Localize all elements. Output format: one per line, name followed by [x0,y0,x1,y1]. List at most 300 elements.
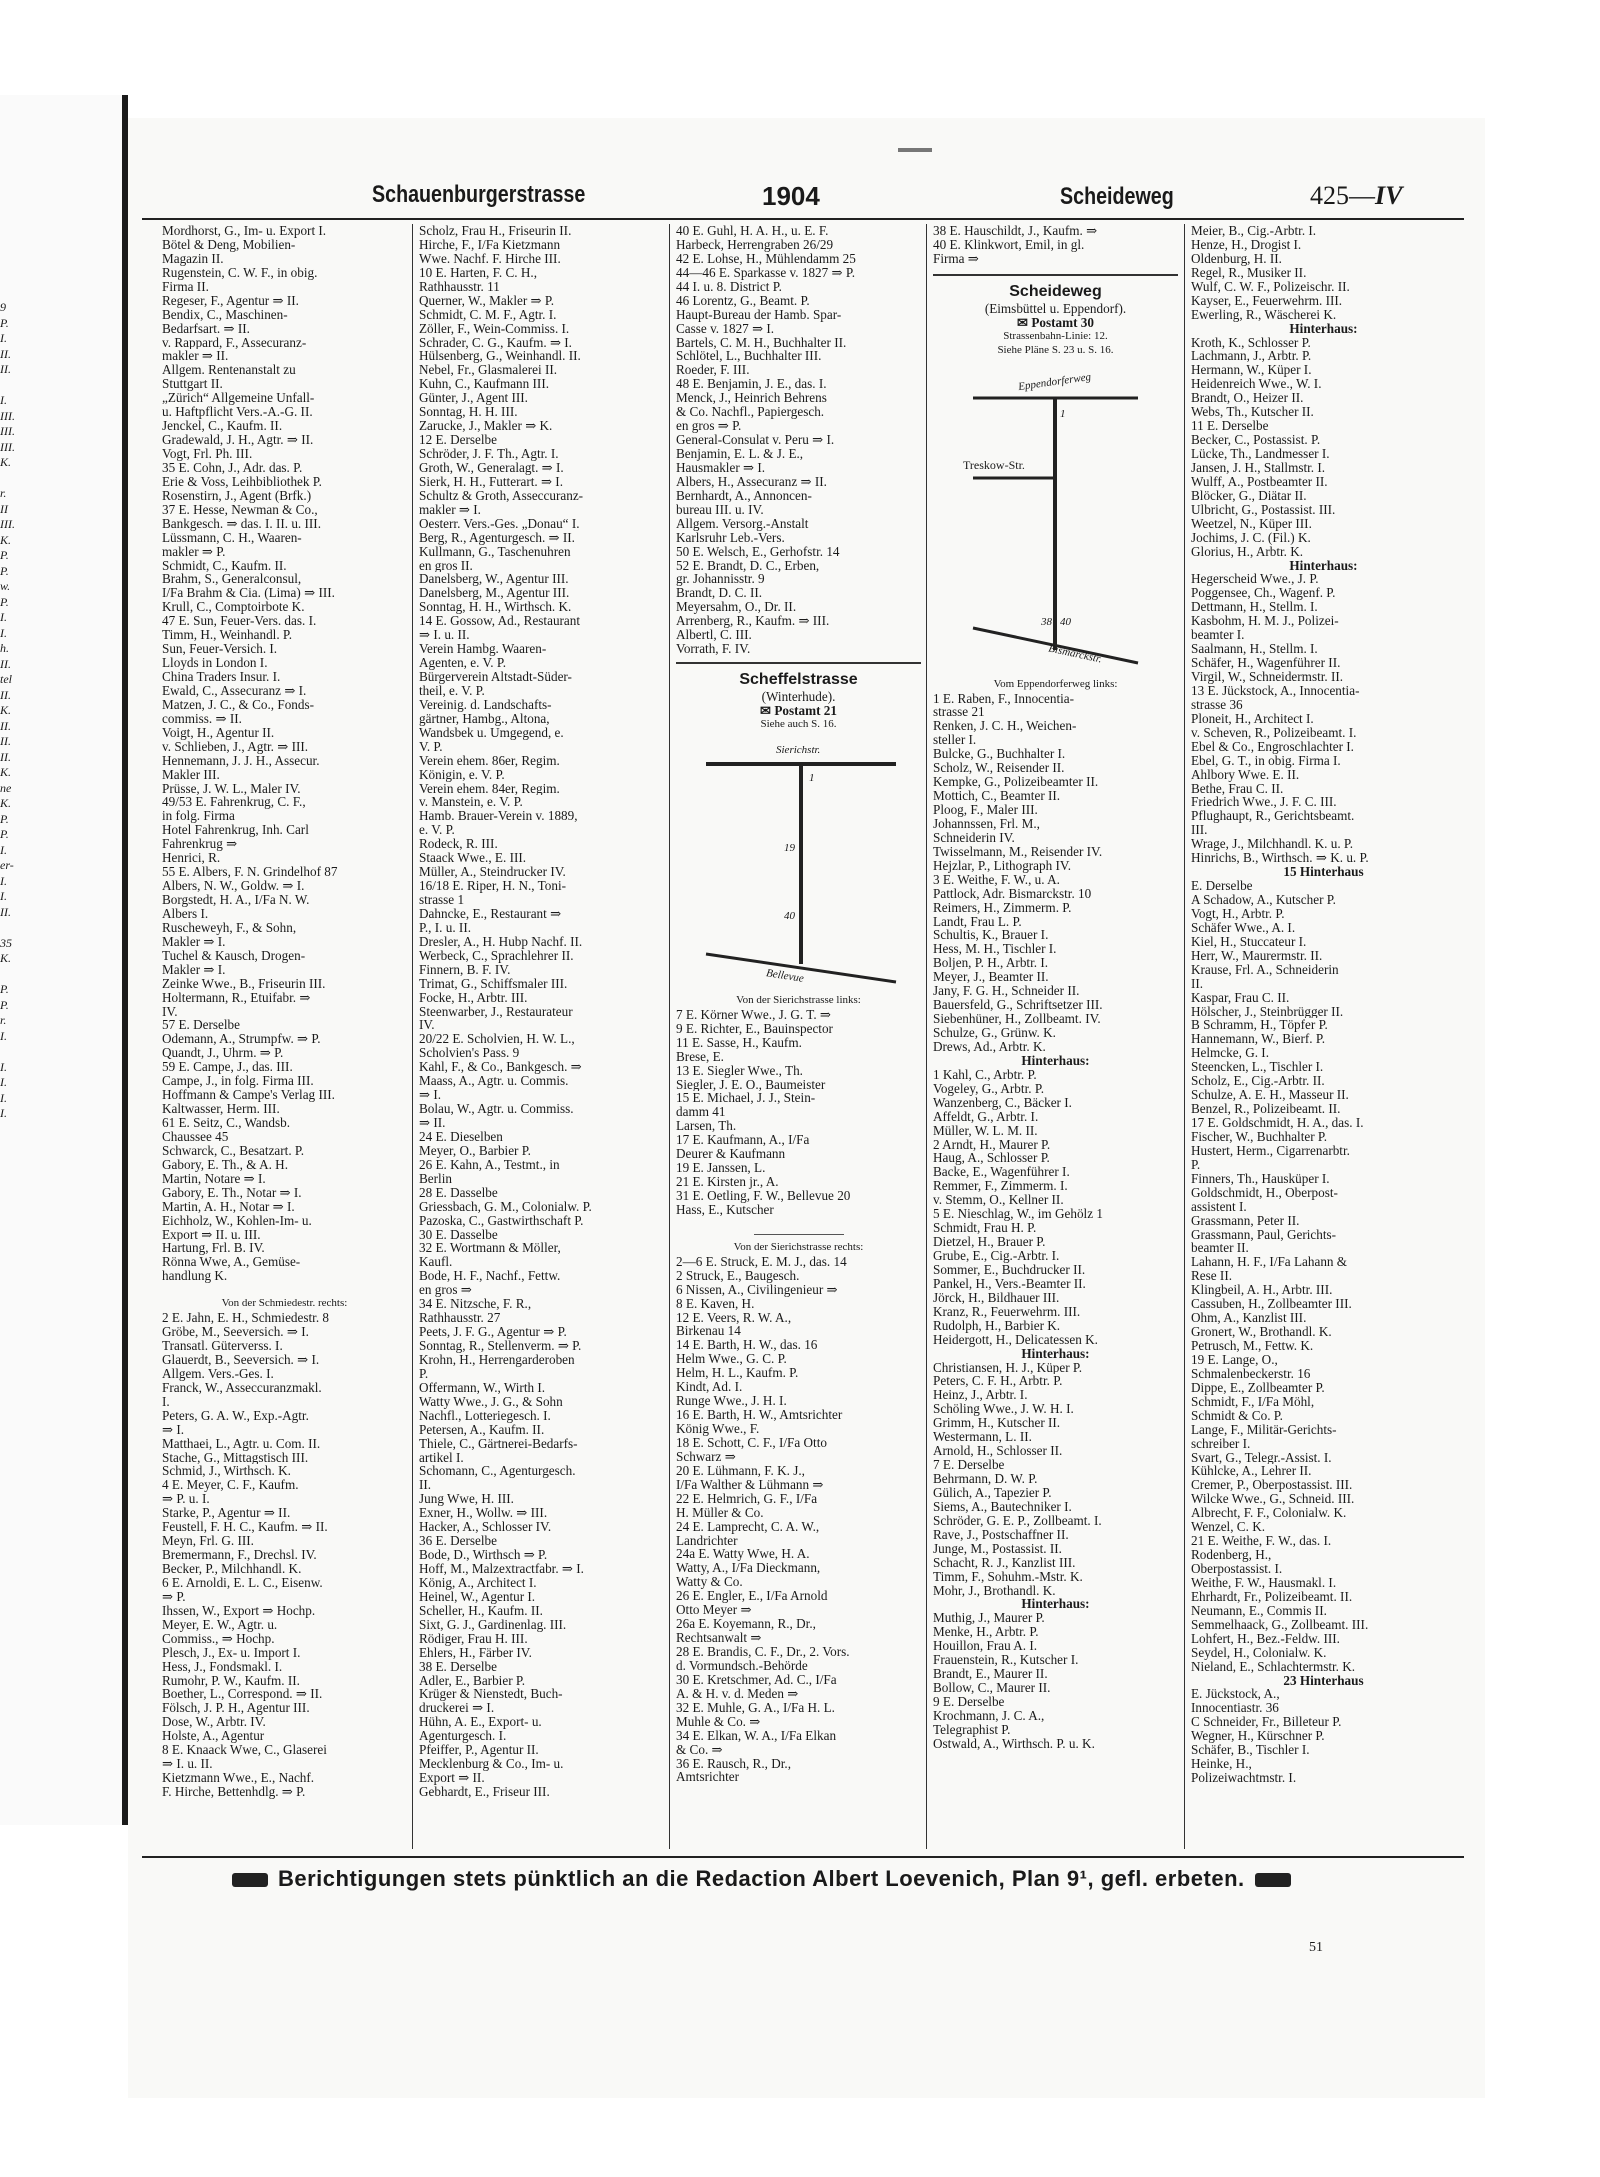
directory-entry: P. [0,315,9,330]
directory-entry: schreiber I. [1191,1436,1251,1451]
directory-entry: Bolau, W., Agtr. u. Commiss. [419,1102,574,1116]
header-year: 1904 [762,181,820,211]
directory-entry: Hermann, W., Küper I. [1191,363,1312,378]
directory-entry: Vogeley, G., Arbtr. P. [933,1081,1044,1096]
directory-entry: Sun, Feuer-Versich. I. [162,642,278,657]
directory-entry: Hustert, Herm., Cigarrenarbtr. [1191,1143,1350,1158]
directory-entry: Helm, H. L., Kaufm. P. [676,1366,799,1381]
directory-entry: Von der Schmiedestr. rechts: [221,1297,348,1310]
directory-entry: Albertl, C. III. [676,628,752,643]
directory-entry: Rudolph, H., Barbier K. [933,1318,1061,1333]
directory-entry: Meyer, J., Beamter II. [933,970,1049,985]
directory-entry: Telegraphist P. [933,1722,1011,1737]
directory-entry: Harbeck, Herrengraben 26/29 [676,237,834,252]
directory-entry: III. [0,408,15,423]
directory-entry: Matzen, J. C., & Co., Fonds- [162,697,315,712]
directory-entry: Sommer, E., Buchdrucker II. [933,1262,1086,1277]
directory-entry: I. [0,873,7,888]
directory-entry: Heidenreich Wwe., W. I. [1191,377,1322,392]
directory-entry: Schmidt, Frau H. P. [933,1221,1037,1236]
directory-entry: Semmelhaack, G., Zollbeamt. III. [1191,1617,1369,1632]
directory-entry: v. Stemm, O., Kellner II. [933,1193,1064,1208]
directory-entry: 30 E. Kretschmer, Ad. C., I/Fa [676,1672,837,1687]
previous-page-edge [0,95,122,1825]
directory-entry: Verein ehem. 86er, Regim. [419,753,560,768]
directory-entry: Trimat, G., Schiffsmaler III. [419,976,568,991]
directory-entry: III. [0,517,15,531]
directory-entry: P. [0,997,9,1012]
directory-entry: 6 Nissen, A., Civilingenieur ⇒ [676,1282,838,1297]
directory-entry: Benzel, R., Polizeibeamt. II. [1191,1102,1341,1116]
directory-entry: 16 E. Barth, H. W., Amtsrichter [676,1408,843,1422]
directory-entry: Albers, N. W., Goldw. ⇒ I. [162,879,305,893]
directory-entry: er- [0,858,14,872]
directory-entry: Helm Wwe., G. C. P. [676,1352,787,1367]
directory-entry: Finners, Th., Hausküper I. [1191,1171,1330,1186]
directory-entry: Dippe, E., Zollbeamter P. [1191,1380,1325,1395]
directory-entry: Poggensee, Ch., Wagenf. P. [1191,586,1336,601]
directory-entry: Campe, J., in folg. Firma III. [162,1074,314,1089]
directory-entry: 1 Kahl, C., Arbtr. P. [933,1067,1037,1082]
directory-entry: Meyn, Frl. G. III. [162,1534,254,1549]
directory-entry: 15 E. Michael, J. J., Stein- [676,1091,816,1106]
directory-entry: Transatl. Güterverss. I. [162,1339,283,1353]
scheideweg-strassenbahn: Strassenbahn-Linie: 12. [1003,329,1108,342]
map-number: 1 [809,771,815,784]
directory-entry: r. [0,1013,7,1027]
directory-entry: Focke, H., Arbtr. III. [419,990,528,1005]
directory-entry: König, A., Architect I. [419,1575,537,1590]
directory-entry: Schlötel, L., Buchhalter III. [676,349,822,364]
directory-entry: 14 E. Gossow, Ad., Restaurant [419,614,581,629]
directory-entry: Ebel & Co., Engroschlachter I. [1191,739,1354,754]
directory-entry: 21 E. Weithe, F. W., das. I. [1191,1534,1332,1549]
directory-entry: assistent I. [1191,1199,1247,1214]
directory-entry: Hinterhaus: [1289,558,1358,573]
directory-entry: 18 E. Schott, C. F., I/Fa Otto [676,1435,827,1450]
footer-rule [142,1856,1464,1858]
directory-entry: Kühlcke, A., Lehrer II. [1191,1464,1312,1479]
map-number: 40 [784,909,795,922]
directory-entry: P. [0,563,9,578]
directory-entry: Westermann, L. II. [933,1430,1032,1445]
directory-entry: Regel, R., Musiker II. [1191,265,1307,280]
header-street-right: Scheideweg [1060,183,1174,210]
directory-entry: 36 E. Rausch, R., Dr., [676,1756,792,1771]
directory-entry: I. [0,331,7,345]
directory-entry: Jany, F. G. H., Schneider II. [933,984,1080,999]
directory-entry: 24a E. Watty Wwe, H. A. [676,1547,810,1562]
directory-entry: Tuchel & Kausch, Drogen- [162,948,306,963]
directory-entry: d. Vormundsch.-Behörde [676,1658,808,1673]
directory-entry: 31 E. Oetling, F. W., Bellevue 20 [676,1189,851,1203]
directory-entry: Albers, H., Assecuranz ⇒ II. [676,474,827,489]
directory-entry: Timm, F., Sohuhm.-Mstr. K. [933,1569,1083,1584]
directory-entry: Kayser, E., Feuerwehrm. III. [1191,293,1343,308]
directory-entry: h. [0,641,9,655]
directory-entry: K. [0,455,12,469]
directory-entry: Lachmann, J., Arbtr. P. [1191,349,1312,364]
directory-entry: Heinel, W., Agentur I. [419,1589,536,1604]
directory-entry: 26 E. Engler, E., I/Fa Arnold [676,1589,828,1604]
directory-entry: Rumohr, P. W., Kaufm. II. [162,1673,300,1688]
directory-entry: Ahlbory Wwe. E. II. [1191,767,1300,782]
directory-entry: Staack Wwe., E. III. [419,851,527,866]
section-note: Von der Sierichstrasse links: [736,993,861,1006]
directory-entry: makler ⇒ II. [162,349,229,364]
directory-entry [0,471,30,487]
directory-entry: 24 E. Lamprecht, C. A. W., [676,1519,820,1534]
directory-entry: 11 E. Sasse, H., Kaufm. [676,1035,802,1050]
directory-entry: 7 E. Derselbe [933,1458,1005,1472]
directory-entry: Meyersahm, O., Dr. II. [676,600,797,615]
directory-entry: Heidergott, H., Delicatessen K. [933,1332,1098,1347]
directory-entry: Innocentiastr. 36 [1191,1701,1279,1716]
directory-entry: Hejzlar, P., Lithograph IV. [933,858,1072,873]
directory-entry: Zeinke Wwe., B., Friseurin III. [162,976,326,991]
directory-entry: Nieland, E., Schlachtermstr. K. [1191,1659,1356,1674]
directory-entry: E. Derselbe [1191,879,1253,893]
directory-entry: Ploog, F., Maler III. [933,803,1038,817]
directory-entry: Vereinig. d. Landschafts- [419,697,552,712]
directory-entry: Lloyds in London I. [162,656,268,670]
directory-entry: Blöcker, G., Diätar II. [1191,488,1307,503]
map-label-sierichstr: Sierichstr. [776,743,821,756]
directory-entry: Schmidt & Co. P. [1191,1408,1283,1423]
directory-entry: General-Consulat v. Peru ⇒ I. [676,433,835,447]
directory-entry: Jenckel, C., Kaufm. II. [162,419,283,434]
directory-entry: 13 E. Jückstock, A., Innocentia- [1191,683,1360,698]
directory-entry: Danelsberg, M., Agentur III. [419,586,570,601]
directory-entry: Becker, C., Postassist. P. [1191,433,1321,447]
directory-entry: Jung Wwe, H. III. [419,1492,514,1507]
directory-entry: Zarucke, J., Makler ⇒ K. [419,419,553,434]
directory-entry: Kuhn, C., Kaufmann III. [419,377,550,392]
directory-entry: I. [0,393,7,407]
directory-entry: Jansen, J. H., Stallmstr. I. [1191,460,1326,475]
map-label-treskowstr: Treskow-Str. [963,457,1025,472]
directory-entry: 32 E. Muhle, G. A., I/Fa H. L. [676,1700,835,1715]
map-number: 38 [1041,615,1052,628]
directory-entry: Export ⇒ II. u. III. [162,1227,261,1242]
pointing-hand-icon [232,1873,268,1887]
directory-entry: Siebenhüner, H., Zollbeamt. IV. [933,1012,1101,1026]
column-divider [669,224,670,1849]
directory-entry: Boether, L., Correspond. ⇒ II. [162,1687,323,1702]
directory-entry: Hennemann, J. J. H., Assecur. [162,753,320,768]
directory-entry: Kaufl. [419,1255,453,1270]
directory-entry: Pattlock, Adr. Bismarckstr. 10 [933,886,1092,901]
directory-entry: Schomann, C., Agenturgesch. [419,1464,576,1479]
directory-entry: strasse 1 [419,893,465,907]
directory-entry: theil, e. V. P. [419,683,485,698]
directory-entry: Sierk, H. H., Futterart. ⇒ I. [419,474,564,489]
directory-entry: Scholz, E., Cig.-Arbtr. II. [1191,1074,1325,1089]
directory-entry: Gebhardt, E., Friseur III. [419,1785,550,1799]
directory-entry: 20/22 E. Scholvien, H. W. L., [419,1032,575,1047]
directory-entry: Scholz, W., Reisender II. [933,761,1065,776]
directory-entry: 22 E. Helmrich, G. F., I/Fa [676,1491,818,1506]
directory-entry: Hölscher, J., Steinbrügger II. [1191,1004,1344,1019]
directory-entry: 61 E. Seitz, C., Wandsb. [162,1116,290,1130]
directory-entry: Ostwald, A., Wirthsch. P. u. K. [933,1736,1095,1751]
directory-entry: Rathhausstr. 11 [419,279,500,294]
directory-entry: Schmalenbeckerstr. 16 [1191,1366,1311,1381]
directory-entry: 26a E. Koyemann, R., Dr., [676,1617,816,1632]
directory-entry: Schultis, K., Brauer I. [933,928,1049,943]
scheffelstrasse-postamt: ✉ Postamt 21 [760,704,837,718]
directory-entry: Bode, D., Wirthsch ⇒ P. [419,1548,548,1562]
directory-entry: Rave, J., Postschaffner II. [933,1527,1069,1542]
scheideweg-title: Scheideweg [1009,282,1102,300]
directory-entry: IV. [419,1018,435,1033]
directory-entry: 9 E. Derselbe [933,1695,1005,1709]
directory-entry: 40 E. Guhl, H. A. H., u. E. F. [676,224,829,238]
directory-entry: v. Schlieben, J., Agtr. ⇒ III. [162,739,309,754]
directory-entry: ⇒ P. u. I. [162,1492,210,1507]
directory-entry: Watty Wwe., J. G., & Sohn [419,1394,563,1409]
directory-entry: Polizeiwachtmstr. I. [1191,1771,1297,1785]
directory-entry: Arrenberg, R., Kaufm. ⇒ III. [676,614,830,629]
directory-entry: Wegner, H., Kürschner P. [1191,1729,1325,1744]
directory-entry: Dettmann, H., Stellm. I. [1191,600,1318,615]
scheideweg-siehe: Siehe Pläne S. 23 u. S. 16. [997,343,1114,356]
directory-entry: 7 E. Körner Wwe., J. G. T. ⇒ [676,1007,831,1022]
directory-entry: strasse 36 [1191,697,1243,712]
directory-entry: Grube, E., Cig.-Arbtr. I. [933,1249,1060,1263]
directory-entry: Gabory, E. Th., Notar ⇒ I. [162,1185,302,1200]
scheffelstrasse-district: (Winterhude). [761,690,836,704]
directory-entry: Landt, Frau L. P. [933,914,1022,929]
directory-entry: Bremermann, F., Drechsl. IV. [162,1548,317,1562]
directory-entry: 57 E. Derselbe [162,1018,240,1033]
directory-entry: II [0,501,8,516]
directory-entry: Muthig, J., Maurer P. [933,1611,1045,1626]
directory-entry: v. Scheven, R., Polizeibeamt. I. [1191,725,1357,740]
directory-entry: Hegerscheid Wwe., J. P. [1191,572,1319,587]
directory-entry: Hartung, Frl. B. IV. [162,1241,265,1256]
directory-entry: 3 E. Weithe, F. W., u. A. [933,872,1060,887]
directory-entry: Glorius, H., Arbtr. K. [1191,544,1304,559]
directory-entry: Hotel Fahrenkrug, Inh. Carl [162,823,309,838]
directory-entry: II. [0,904,11,919]
directory-entry: 32 E. Wortmann & Möller, [419,1241,561,1256]
directory-entry: Wilcke Wwe., G., Schneid. III. [1191,1492,1355,1507]
directory-entry: III. [0,439,15,454]
directory-entry: Firma II. [162,279,209,294]
directory-entry: 24 E. Dieselben [419,1129,503,1144]
directory-entry: Wrage, J., Milchhandl. K. u. P. [1191,837,1354,852]
column-divider [412,224,413,1849]
map-label-bismarckstr: Bismarckstr. [1047,642,1103,666]
directory-entry: 46 Lorentz, G., Beamt. P. [676,293,810,308]
directory-entry: damm 41 [676,1105,726,1120]
directory-entry: Holste, A., Agentur [162,1729,265,1744]
directory-entry: Bartels, C. M. H., Buchhalter II. [676,335,847,350]
directory-entry: & Co. ⇒ [676,1742,723,1757]
directory-entry: I. [162,1394,170,1409]
directory-entry: Cassuben, H., Zollbeamter III. [1191,1297,1352,1312]
directory-entry: Bulcke, G., Buchhalter I. [933,747,1066,762]
directory-entry: Hühn, A. E., Export- u. [419,1715,542,1730]
directory-entry: commiss. ⇒ II. [162,711,242,726]
directory-entry: P. [419,1366,429,1381]
directory-entry: ⇒ P. [162,1589,186,1604]
directory-entry: Boljen, P. H., Arbtr. I. [933,956,1049,971]
directory-entry: Schröder, J. F. Th., Agtr. I. [419,447,559,461]
section-note: Vom Eppendorferweg links: [993,677,1118,690]
directory-entry: Stache, G., Mittagstisch III. [162,1450,309,1465]
page-header [142,181,1472,221]
directory-entry: Kahl, F., & Co., Bankgesch. ⇒ [419,1060,582,1075]
directory-entry: Helmcke, G. I. [1191,1046,1269,1061]
directory-entry: Kaspar, Frau C. II. [1191,990,1290,1005]
directory-entry: Exner, H., Wollw. ⇒ III. [419,1506,548,1521]
directory-entry: Seydel, H., Colonialw. K. [1191,1645,1327,1660]
directory-entry: Bollow, C., Maurer II. [933,1681,1051,1695]
directory-entry: 52 E. Brandt, D. C., Erben, [676,558,820,573]
previous-page-margin-text [0,300,30,1122]
directory-entry: Querner, W., Makler ⇒ P. [419,293,555,308]
directory-entry: II. [0,734,11,748]
directory-entry: v. Rappard, F., Assecuranz- [162,335,307,350]
directory-entry: 10 E. Harten, F. C. H., [419,265,537,280]
directory-entry: Martin, A. H., Notar ⇒ I. [162,1199,295,1214]
directory-entry: Rugenstein, C. W. F., in obig. [162,265,318,280]
directory-entry: en gros ⇒ [419,1283,472,1298]
directory-entry: 21 E. Kirsten jr., A. [676,1175,779,1189]
directory-entry: P. [0,594,9,609]
directory-entry: Berg, R., Agenturgesch. ⇒ II. [419,530,575,545]
directory-entry: Remmer, F., Zimmerm. I. [933,1179,1068,1194]
header-rule [142,218,1464,220]
directory-entry: Hinterhaus: [1289,321,1358,336]
directory-entry: Hoff, M., Malzextractfabr. ⇒ I. [419,1562,584,1576]
directory-entry: Houillon, Frau A. I. [933,1639,1038,1654]
directory-entry: beamter I. [1191,628,1245,643]
directory-entry: en gros ⇒ P. [676,419,742,434]
directory-entry: Export ⇒ II. [419,1771,485,1785]
directory-entry: 37 E. Hesse, Newman & Co., [162,502,318,517]
directory-entry: handlung K. [162,1269,228,1284]
directory-entry: Behrmann, D. W. P. [933,1472,1038,1486]
scheideweg-postamt: ✉ Postamt 30 [1017,315,1094,330]
directory-entry: Rathhausstr. 27 [419,1311,501,1326]
directory-entry: Zöller, F., Wein-Commiss. I. [419,321,570,336]
directory-entry: Schulze, A. E. H., Masseur II. [1191,1088,1349,1103]
directory-entry: Brahm, S., Generalconsul, [162,572,302,587]
directory-entry: Peters, C. F. H., Arbtr. P. [933,1374,1063,1389]
directory-entry: Hass, E., Kutscher [676,1202,774,1217]
directory-entry: H. Müller & Co. [676,1505,764,1520]
directory-entry: 59 E. Campe, J., das. III. [162,1060,293,1075]
directory-entry: Schöling Wwe., J. W. H. I. [933,1402,1074,1417]
directory-entry: V. P. [419,739,443,754]
map-number: 1 [1060,407,1066,420]
directory-entry: 48 E. Benjamin, J. E., das. I. [676,377,827,392]
directory-entry: Hess, M. H., Tischler I. [933,942,1057,957]
directory-entry: Ehlers, H., Färber IV. [419,1645,532,1660]
directory-entry: w. [0,579,11,593]
directory-entry [0,920,30,936]
directory-entry: Hülsenberg, G., Weinhandl. II. [419,349,581,364]
directory-entry: Krohn, H., Herrengarderoben [419,1352,575,1367]
scheideweg-map [933,358,1178,678]
directory-entry: Karlsruhr Leb.-Vers. [676,530,785,545]
directory-entry: Rodeck, R. III. [419,837,498,852]
directory-entry: I/Fa Walther & Lühmann ⇒ [676,1477,824,1492]
directory-entry: Bendix, C., Maschinen- [162,307,288,322]
directory-entry: Peters, G. A. W., Exp.-Agtr. [162,1408,309,1423]
directory-entry: Sonntag, H. H. III. [419,405,518,420]
directory-entry: Roeder, F. III. [676,363,750,378]
directory-entry: Nachfl., Lotteriegesch. I. [419,1408,551,1423]
directory-entry: Hannemann, W., Bierf. P. [1191,1032,1326,1047]
directory-entry: Vogt, H., Arbtr. P. [1191,906,1285,921]
directory-entry: Amtsrichter [676,1770,739,1785]
directory-entry: tel [0,672,12,686]
directory-entry: Kiel, H., Stuccateur I. [1191,934,1307,949]
directory-entry: ⇒ I. [419,1088,442,1103]
directory-entry: Pfeiffer, P., Agentur II. [419,1743,539,1758]
header-street-left: Schauenburgerstrasse [372,181,586,208]
directory-entry: Ehrhardt, Fr., Polizeibeamt. II. [1191,1589,1353,1604]
directory-entry: I. [0,1075,7,1089]
directory-entry: Verein Hambg. Waaren- [419,642,547,657]
directory-entry: P. [0,827,9,841]
directory-entry: in folg. Firma [162,809,235,824]
directory-entry: Gröbe, M., Seeversich. ⇒ I. [162,1325,309,1339]
directory-entry: 26 E. Kahn, A., Testmt., in [419,1157,560,1172]
directory-entry: Virgil, W., Schneidermstr. II. [1191,670,1344,684]
map-number: 40 [1060,615,1071,628]
directory-entry: Hirche, F., I/Fa Kietzmann [419,237,561,252]
directory-entry: II. [1191,976,1204,991]
directory-entry: 38 E. Derselbe [419,1659,497,1674]
directory-entry: 35 E. Cohn, J., Adr. das. P. [162,460,303,475]
directory-entry: Allgem. Vers.-Ges. I. [162,1366,274,1381]
directory-entry: 38 E. Hauschildt, J., Kaufm. ⇒ [933,224,1098,238]
directory-entry: „Zürich“ Allgemeine Unfall- [162,391,315,406]
directory-entry: A. & H. v. d. Meden ⇒ [676,1686,799,1701]
directory-entry: Renken, J. C. H., Weichen- [933,719,1077,734]
directory-entry: Feustell, F. H. C., Kaufm. ⇒ II. [162,1520,328,1535]
directory-entry: Gradewald, J. H., Agtr. ⇒ II. [162,433,314,447]
directory-entry: v. Manstein, e. V. P. [419,795,523,810]
directory-entry: 8 E. Kaven, H. [676,1296,755,1311]
directory-entry: Agenturgesch. I. [419,1729,507,1744]
directory-entry: Odemann, A., Strumpfw. ⇒ P. [162,1032,321,1047]
directory-entry: 19 E. Lange, O., [1191,1352,1278,1367]
directory-entry: Lücke, Th., Landmesser I. [1191,447,1330,461]
directory-entry: Kullmann, G., Taschenuhren [419,544,571,559]
directory-entry: Petersen, A., Kaufm. II. [419,1422,545,1437]
directory-entry: Wulff, A., Postbeamter II. [1191,474,1328,489]
directory-entry: II. [0,346,11,361]
directory-entry: Mecklenburg & Co., Im- u. [419,1757,564,1772]
directory-entry: 55 E. Albers, F. N. Grindelhof 87 [162,865,338,880]
directory-entry: Steenwarber, J., Restaurateur [419,1004,573,1019]
directory-entry: 1 E. Raben, F., Innocentia- [933,691,1075,706]
directory-entry: K. [0,765,12,779]
directory-entry: Hess, J., Fondsmakl. I. [162,1659,283,1674]
directory-entry: Schäfer, H., Wagenführer II. [1191,656,1341,670]
directory-entry: Bedarfsart. ⇒ II. [162,321,250,336]
directory-entry: 5 E. Nieschlag, W., im Gehölz 1 [933,1207,1103,1222]
directory-entry: Pflughaupt, R., Gerichtsbeamt. [1191,809,1355,824]
directory-entry: Peets, J. F. G., Agentur ⇒ P. [419,1325,567,1339]
directory-entry: Hoffmann & Campe's Verlag III. [162,1088,335,1103]
